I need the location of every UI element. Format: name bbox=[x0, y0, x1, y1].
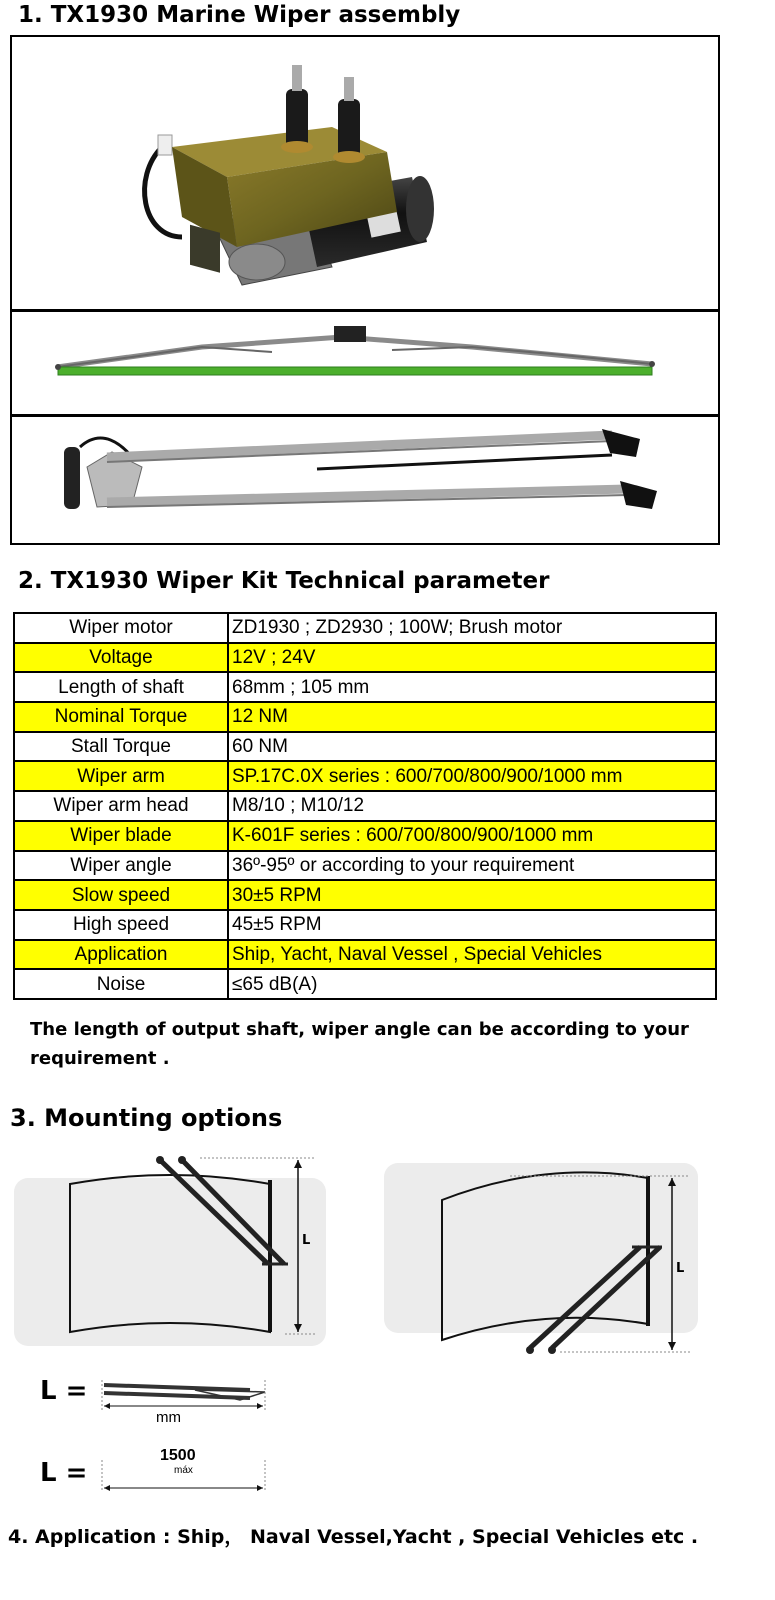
section2-title: 2. TX1930 Wiper Kit Technical parameter bbox=[18, 568, 550, 594]
section1-title: 1. TX1930 Marine Wiper assembly bbox=[18, 2, 461, 28]
spec-value: 12V ; 24V bbox=[228, 643, 716, 673]
spec-key: Slow speed bbox=[14, 880, 228, 910]
spec-value: ZD1930 ; ZD2930 ; 100W; Brush motor bbox=[228, 613, 716, 643]
spec-row bbox=[14, 672, 716, 702]
spec-key: Application bbox=[14, 940, 228, 970]
spec-key: Wiper blade bbox=[14, 821, 228, 851]
spec-row bbox=[14, 791, 716, 821]
mounting-option-right bbox=[442, 1172, 690, 1354]
section4-title: 4. Application : Ship， Naval Vessel,Yacht , Special Vehicles etc . bbox=[8, 1526, 699, 1548]
spec-row bbox=[14, 761, 716, 791]
spec-key: Noise bbox=[14, 969, 228, 999]
arm-length-sketch bbox=[102, 1380, 265, 1410]
spec-row bbox=[14, 940, 716, 970]
spec-key: Stall Torque bbox=[14, 732, 228, 762]
spec-row bbox=[14, 821, 716, 851]
unit-mm: mm bbox=[156, 1409, 181, 1426]
length-formula-max: L = bbox=[40, 1458, 88, 1488]
length-formula-arm: L = bbox=[40, 1376, 88, 1406]
wiper-arms-photo bbox=[10, 415, 720, 545]
section3-title: 3. Mounting options bbox=[10, 1104, 283, 1132]
max-length-value: 1500 bbox=[160, 1447, 196, 1464]
spec-row bbox=[14, 969, 716, 999]
spec-value: SP.17C.0X series : 600/700/800/900/1000 mm bbox=[228, 761, 716, 791]
spec-value: 30±5 RPM bbox=[228, 880, 716, 910]
spec-value: 36º-95º or according to your requirement bbox=[228, 851, 716, 881]
wiper-blade-image bbox=[12, 312, 718, 414]
spec-value: 12 NM bbox=[228, 702, 716, 732]
spec-key: Wiper motor bbox=[14, 613, 228, 643]
spec-key: Nominal Torque bbox=[14, 702, 228, 732]
spec-row bbox=[14, 910, 716, 940]
mounting-diagrams bbox=[0, 1140, 775, 1370]
wiper-motor-image bbox=[12, 37, 718, 309]
spec-value: 68mm ; 105 mm bbox=[228, 672, 716, 702]
spec-note: The length of output shaft, wiper angle can be according to your requirement . bbox=[30, 1019, 689, 1069]
spec-row bbox=[14, 732, 716, 762]
wiper-arms-image bbox=[12, 417, 718, 543]
dimension-label-left: L bbox=[302, 1233, 311, 1248]
spec-key: Wiper arm head bbox=[14, 791, 228, 821]
wiper-motor-photo bbox=[10, 35, 720, 311]
spec-value: 45±5 RPM bbox=[228, 910, 716, 940]
spec-table bbox=[13, 612, 717, 1000]
length-diagrams bbox=[0, 1370, 775, 1500]
spec-value: K-601F series : 600/700/800/900/1000 mm bbox=[228, 821, 716, 851]
spec-row bbox=[14, 643, 716, 673]
spec-key: High speed bbox=[14, 910, 228, 940]
spec-key: Voltage bbox=[14, 643, 228, 673]
wiper-blade-photo bbox=[10, 310, 720, 416]
spec-key: Length of shaft bbox=[14, 672, 228, 702]
spec-value: M8/10 ; M10/12 bbox=[228, 791, 716, 821]
spec-row bbox=[14, 851, 716, 881]
spec-key: Wiper arm bbox=[14, 761, 228, 791]
spec-row bbox=[14, 880, 716, 910]
mounting-option-left bbox=[70, 1156, 315, 1334]
max-length-label: máx bbox=[174, 1465, 193, 1476]
spec-value: 60 NM bbox=[228, 732, 716, 762]
spec-value: Ship, Yacht, Naval Vessel , Special Vehicles bbox=[228, 940, 716, 970]
spec-value: ≤65 dB(A) bbox=[228, 969, 716, 999]
spec-key: Wiper angle bbox=[14, 851, 228, 881]
dimension-label-right: L bbox=[676, 1261, 685, 1276]
spec-row bbox=[14, 613, 716, 643]
spec-row bbox=[14, 702, 716, 732]
max-length-sketch bbox=[102, 1460, 265, 1492]
